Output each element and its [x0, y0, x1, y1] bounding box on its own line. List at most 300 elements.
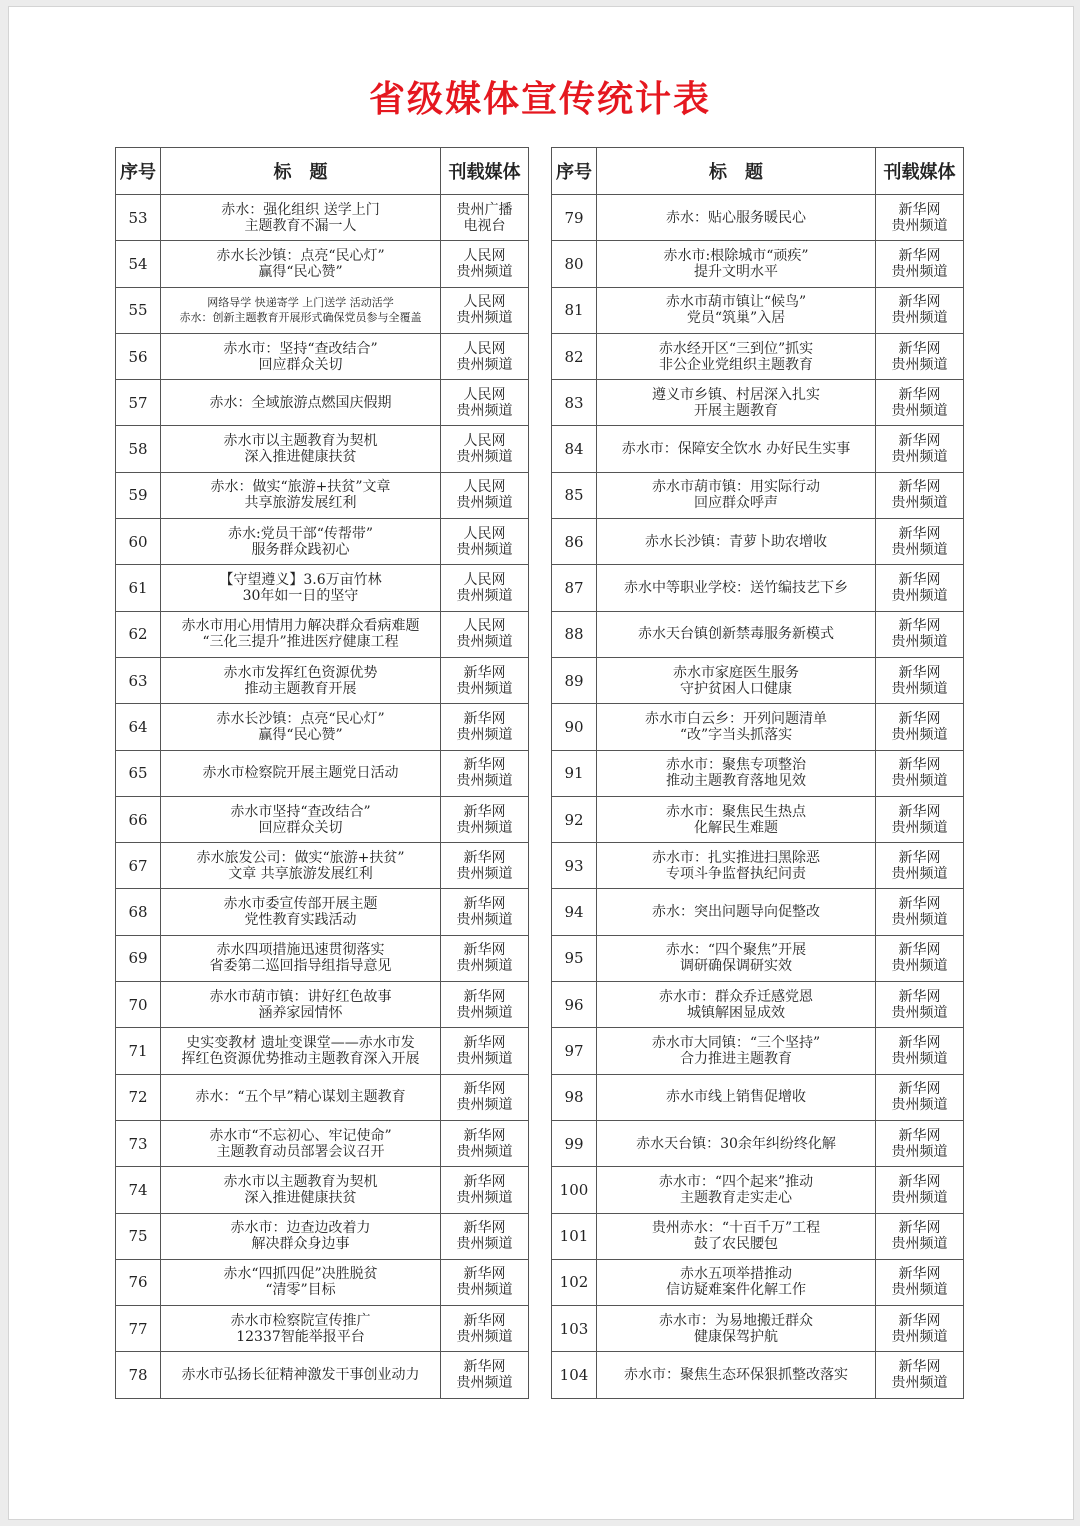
media-line: 贵州频道	[456, 588, 513, 605]
title-line: 赤水长沙镇：点亮“民心灯”	[216, 710, 385, 727]
media-line: 贵州频道	[456, 1282, 513, 1299]
media-line: 人民网	[463, 340, 506, 357]
title-line: 健康保驾护航	[694, 1328, 778, 1345]
row-number: 103	[552, 1306, 597, 1352]
row-title	[161, 287, 441, 333]
row-number: 79	[552, 195, 597, 241]
title-line: “三化三提升”推进医疗健康工程	[202, 634, 399, 651]
title-line: 赤水市：聚焦民生热点	[666, 803, 806, 820]
media-line: 贵州频道	[456, 1004, 513, 1021]
row-media	[441, 657, 529, 703]
title-line: 涵养家园情怀	[258, 1004, 343, 1021]
row-number: 84	[552, 426, 597, 472]
row-number: 74	[116, 1167, 161, 1213]
title-line: 推动主题教育开展	[244, 680, 357, 697]
row-title	[597, 287, 876, 333]
table-row	[116, 1259, 529, 1305]
media-line: 新华网	[898, 340, 941, 357]
media-line: 贵州频道	[891, 1236, 948, 1253]
row-title	[597, 472, 876, 518]
row-number: 86	[552, 519, 597, 565]
title-line: 赤水市弘扬长征精神激发干事创业动力	[181, 1367, 420, 1384]
title-line: 赤水市：保障安全饮水 办好民生实事	[621, 441, 851, 458]
row-media	[441, 472, 529, 518]
title-line: “改”字当头抓落实	[679, 726, 793, 743]
row-media	[876, 287, 964, 333]
row-number: 66	[116, 796, 161, 842]
title-line: 赤水：做实“旅游+扶贫”文章	[210, 479, 391, 496]
title-line: 省委第二巡回指导组指导意见	[209, 958, 392, 975]
row-title	[597, 1074, 876, 1120]
table-row	[552, 565, 964, 611]
row-number: 100	[552, 1167, 597, 1213]
media-line: 贵州频道	[456, 263, 513, 280]
table-row	[116, 843, 529, 889]
row-number: 95	[552, 935, 597, 981]
title-line: 服务群众践初心	[251, 541, 350, 558]
row-number: 99	[552, 1120, 597, 1166]
media-line: 贵州频道	[456, 449, 513, 466]
row-title	[161, 750, 441, 796]
title-line: 赤水经开区“三到位”抓实	[658, 340, 814, 357]
row-media	[441, 1306, 529, 1352]
media-line: 人民网	[463, 525, 506, 542]
row-number: 57	[116, 380, 161, 426]
table-row	[116, 1213, 529, 1259]
media-line: 新华网	[898, 479, 941, 496]
table-row	[552, 195, 964, 241]
row-title	[597, 982, 876, 1028]
media-line: 贵州频道	[456, 1236, 513, 1253]
title-line: 赤水旅发公司：做实“旅游+扶贫”	[196, 849, 405, 866]
row-media	[441, 935, 529, 981]
row-number: 62	[116, 611, 161, 657]
row-media	[876, 796, 964, 842]
table-row	[552, 889, 964, 935]
row-number: 90	[552, 704, 597, 750]
row-number: 58	[116, 426, 161, 472]
media-line: 贵州频道	[891, 1328, 948, 1345]
row-number: 102	[552, 1259, 597, 1305]
title-line: 回应群众关切	[258, 356, 343, 373]
title-line: 赤水“四抓四促”决胜脱贫	[223, 1266, 378, 1283]
table-row	[116, 333, 529, 379]
media-line: 新华网	[898, 201, 941, 218]
row-media	[876, 472, 964, 518]
row-media	[441, 889, 529, 935]
media-line: 新华网	[898, 1359, 941, 1376]
row-media	[876, 333, 964, 379]
table-row	[552, 380, 964, 426]
title-line: 赤水长沙镇：青萝卜助农增收	[645, 533, 827, 550]
table-row	[116, 1167, 529, 1213]
title-line: 共享旅游发展红利	[244, 495, 357, 512]
row-title	[161, 1306, 441, 1352]
row-media	[441, 380, 529, 426]
media-line: 贵州频道	[456, 310, 513, 327]
row-title	[597, 1167, 876, 1213]
media-line: 新华网	[898, 294, 941, 311]
row-number: 59	[116, 472, 161, 518]
row-title	[597, 426, 876, 472]
title-line: 城镇解困显成效	[687, 1004, 785, 1021]
title-line: 非公企业党组织主题教育	[659, 356, 813, 373]
title-line: 贵州赤水：“十百千万”工程	[651, 1220, 821, 1237]
media-line: 新华网	[463, 849, 506, 866]
title-line: 网络导学 快递寄学 上门送学 活动活学	[207, 296, 394, 310]
row-number: 97	[552, 1028, 597, 1074]
media-line: 贵州频道	[456, 1097, 513, 1114]
media-line: 贵州频道	[456, 1375, 513, 1392]
row-title	[161, 982, 441, 1028]
title-line: 回应群众关切	[258, 819, 343, 836]
table-row	[552, 1028, 964, 1074]
row-media	[876, 519, 964, 565]
row-media	[441, 565, 529, 611]
title-line: 赤水市家庭医生服务	[673, 664, 799, 681]
media-line: 贵州频道	[891, 356, 948, 373]
table-row	[116, 1352, 529, 1398]
row-title	[597, 1120, 876, 1166]
table-header-row	[116, 148, 529, 195]
row-media	[876, 704, 964, 750]
media-line: 贵州频道	[456, 402, 513, 419]
row-title	[597, 796, 876, 842]
table-body-left	[116, 195, 529, 1399]
media-line: 新华网	[463, 757, 506, 774]
title-line: 赤水市：为易地搬迁群众	[659, 1312, 813, 1329]
table-row	[116, 565, 529, 611]
row-media	[876, 195, 964, 241]
title-line: 党员“筑巢”入居	[686, 310, 786, 327]
title-line: 赤水：强化组织 送学上门	[221, 201, 380, 218]
media-line: 新华网	[463, 1359, 506, 1376]
row-media	[441, 1352, 529, 1398]
media-line: 新华网	[463, 1220, 506, 1237]
row-number: 56	[116, 333, 161, 379]
media-line: 贵州频道	[891, 912, 948, 929]
table-row	[552, 1120, 964, 1166]
row-title	[161, 1074, 441, 1120]
title-line: 开展主题教育	[694, 402, 778, 419]
row-media	[876, 380, 964, 426]
table-row	[552, 1074, 964, 1120]
row-title	[597, 611, 876, 657]
row-media	[876, 750, 964, 796]
title-line: 文章 共享旅游发展红利	[228, 865, 373, 882]
title-line: 赤水：“五个早”精心谋划主题教育	[195, 1089, 406, 1106]
row-media	[876, 426, 964, 472]
table-row	[116, 287, 529, 333]
row-media	[441, 287, 529, 333]
table-row	[116, 750, 529, 796]
media-line: 新华网	[898, 1220, 941, 1237]
media-line: 贵州频道	[456, 634, 513, 651]
media-line: 新华网	[463, 988, 506, 1005]
row-media	[876, 565, 964, 611]
row-media	[441, 1028, 529, 1074]
media-line: 贵州频道	[891, 449, 948, 466]
row-media	[876, 1074, 964, 1120]
row-number: 65	[116, 750, 161, 796]
media-line: 新华网	[898, 1081, 941, 1098]
title-line: 赤水天台镇：30余年纠纷终化解	[636, 1135, 836, 1152]
title-line: 赤水市大同镇：“三个坚持”	[651, 1034, 821, 1051]
row-media	[876, 611, 964, 657]
row-title	[161, 611, 441, 657]
row-title	[161, 657, 441, 703]
row-title	[597, 241, 876, 287]
row-media	[876, 843, 964, 889]
row-number: 78	[116, 1352, 161, 1398]
media-line: 贵州频道	[891, 680, 948, 697]
media-line: 新华网	[898, 803, 941, 820]
title-line: 赤水：创新主题教育开展形式确保党员参与全覆盖	[179, 311, 422, 325]
row-title	[597, 704, 876, 750]
title-line: 主题教育动员部署会议召开	[216, 1143, 385, 1160]
media-line: 新华网	[898, 896, 941, 913]
row-number: 54	[116, 241, 161, 287]
media-line: 新华网	[463, 803, 506, 820]
media-table-left	[115, 147, 529, 1399]
title-line: 化解民生难题	[694, 819, 778, 836]
media-line: 新华网	[463, 664, 506, 681]
row-number: 98	[552, 1074, 597, 1120]
row-title	[161, 565, 441, 611]
title-line: 赤水市以主题教育为契机	[223, 1173, 378, 1190]
row-media	[441, 796, 529, 842]
row-media	[441, 1167, 529, 1213]
row-media	[441, 195, 529, 241]
header-no: 序号	[552, 148, 597, 195]
row-title	[161, 472, 441, 518]
row-number: 101	[552, 1213, 597, 1259]
row-title	[597, 657, 876, 703]
row-number: 69	[116, 935, 161, 981]
table-row	[552, 333, 964, 379]
title-line: 赤水市以主题教育为契机	[223, 433, 378, 450]
media-line: 新华网	[463, 1127, 506, 1144]
title-line: 专项斗争监督执纪问责	[666, 865, 806, 882]
table-header-row	[552, 148, 964, 195]
media-line: 人民网	[463, 572, 506, 589]
title-line: 赤水四项措施迅速贯彻落实	[216, 942, 385, 959]
media-line: 人民网	[463, 618, 506, 635]
media-line: 新华网	[463, 1081, 506, 1098]
media-line: 电视台	[463, 217, 506, 234]
row-number: 53	[116, 195, 161, 241]
table-row	[116, 982, 529, 1028]
media-line: 贵州频道	[456, 773, 513, 790]
table-row	[552, 843, 964, 889]
row-number: 93	[552, 843, 597, 889]
row-number: 75	[116, 1213, 161, 1259]
media-line: 新华网	[898, 1312, 941, 1329]
media-line: 贵州频道	[891, 1050, 948, 1067]
title-line: 赤水市检察院宣传推广	[230, 1312, 371, 1329]
title-line: 赤水中等职业学校：送竹编技艺下乡	[624, 580, 848, 597]
table-row	[552, 750, 964, 796]
row-media	[441, 241, 529, 287]
row-number: 63	[116, 657, 161, 703]
row-title	[597, 750, 876, 796]
table-row	[116, 1074, 529, 1120]
row-media	[876, 1120, 964, 1166]
row-media	[441, 704, 529, 750]
title-line: 挥红色资源优势推动主题教育深入开展	[181, 1050, 420, 1067]
row-number: 87	[552, 565, 597, 611]
title-line: 赤水市：边查边改着力	[230, 1220, 371, 1237]
media-line: 贵州频道	[456, 912, 513, 929]
table-row	[552, 704, 964, 750]
table-row	[116, 611, 529, 657]
media-line: 贵州频道	[891, 865, 948, 882]
media-line: 贵州频道	[891, 726, 948, 743]
media-line: 贵州频道	[891, 773, 948, 790]
media-line: 新华网	[463, 1312, 506, 1329]
title-line: 鼓了农民腰包	[694, 1236, 778, 1253]
row-title	[597, 333, 876, 379]
row-title	[597, 519, 876, 565]
media-line: 新华网	[898, 757, 941, 774]
row-title	[161, 935, 441, 981]
title-line: 赤水市发挥红色资源优势	[223, 664, 378, 681]
media-line: 新华网	[898, 988, 941, 1005]
media-line: 新华网	[898, 433, 941, 450]
title-line: “清零”目标	[265, 1282, 336, 1299]
media-line: 新华网	[898, 1127, 941, 1144]
title-line: 深入推进健康扶贫	[244, 1189, 357, 1206]
title-line: 赤水五项举措推动	[680, 1266, 792, 1283]
table-row	[552, 657, 964, 703]
table-row	[552, 241, 964, 287]
media-line: 贵州频道	[456, 1328, 513, 1345]
row-number: 81	[552, 287, 597, 333]
title-line: 赤水市：坚持“查改结合”	[223, 340, 378, 357]
table-row	[116, 704, 529, 750]
title-line: 赤水市检察院开展主题党日活动	[202, 765, 399, 782]
row-number: 68	[116, 889, 161, 935]
media-line: 贵州频道	[456, 680, 513, 697]
row-number: 96	[552, 982, 597, 1028]
title-line: 12337智能举报平台	[236, 1328, 365, 1345]
row-title	[161, 843, 441, 889]
row-number: 71	[116, 1028, 161, 1074]
title-line: 赤水市：聚焦生态环保狠抓整改落实	[624, 1367, 848, 1384]
row-number: 83	[552, 380, 597, 426]
row-media	[441, 1074, 529, 1120]
media-line: 贵州频道	[891, 310, 948, 327]
table-row	[552, 426, 964, 472]
title-line: 赤水市委宣传部开展主题	[223, 896, 378, 913]
table-row	[116, 426, 529, 472]
media-line: 贵州频道	[891, 217, 948, 234]
title-line: 党性教育实践活动	[244, 912, 357, 929]
title-line: 信访疑难案件化解工作	[666, 1282, 806, 1299]
row-number: 104	[552, 1352, 597, 1398]
row-title	[597, 1306, 876, 1352]
media-line: 人民网	[463, 294, 506, 311]
title-line: 主题教育不漏一人	[244, 217, 357, 234]
media-line: 贵州频道	[891, 1004, 948, 1021]
header-title: 标 题	[161, 148, 441, 195]
media-line: 新华网	[898, 664, 941, 681]
row-media	[876, 1306, 964, 1352]
title-line: 守护贫困人口健康	[680, 680, 792, 697]
media-line: 贵州频道	[891, 1375, 948, 1392]
title-line: 史实变教材 遗址变课堂——赤水市发	[186, 1034, 415, 1051]
media-line: 贵州频道	[891, 1097, 948, 1114]
row-number: 89	[552, 657, 597, 703]
table-row	[552, 519, 964, 565]
table-row	[116, 241, 529, 287]
table-row	[552, 472, 964, 518]
title-line: 赤水：“四个聚焦”开展	[665, 942, 807, 959]
media-line: 新华网	[898, 618, 941, 635]
media-line: 人民网	[463, 386, 506, 403]
row-media	[441, 611, 529, 657]
media-line: 贵州频道	[456, 726, 513, 743]
title-line: 回应群众呼声	[694, 495, 778, 512]
row-media	[441, 843, 529, 889]
media-line: 新华网	[463, 1266, 506, 1283]
media-line: 贵州频道	[456, 819, 513, 836]
row-title	[161, 426, 441, 472]
row-media	[876, 982, 964, 1028]
title-line: 赤水：全域旅游点燃国庆假期	[209, 394, 392, 411]
title-line: 赤水:党员干部“传帮带”	[227, 525, 374, 542]
title-line: 主题教育走实走心	[680, 1189, 792, 1206]
row-media	[876, 1167, 964, 1213]
media-line: 贵州频道	[891, 402, 948, 419]
row-number: 73	[116, 1120, 161, 1166]
media-line: 新华网	[898, 386, 941, 403]
table-row	[552, 1306, 964, 1352]
row-title	[597, 1259, 876, 1305]
page-title: 省级媒体宣传统计表	[368, 78, 711, 120]
row-title	[161, 889, 441, 935]
title-line: 赤水市用心用情用力解决群众看病难题	[181, 618, 420, 635]
row-title	[597, 1213, 876, 1259]
title-line: 赤水市“不忘初心、牢记使命”	[209, 1127, 392, 1144]
row-media	[441, 1259, 529, 1305]
title-line: 赤水市线上销售促增收	[666, 1089, 806, 1106]
media-line: 贵州频道	[891, 263, 948, 280]
title-line: 赤水市:根除城市“顽疾”	[663, 247, 809, 264]
media-line: 人民网	[463, 433, 506, 450]
table-row	[116, 796, 529, 842]
table-row	[116, 519, 529, 565]
row-number: 60	[116, 519, 161, 565]
header-title: 标 题	[597, 148, 876, 195]
row-number: 64	[116, 704, 161, 750]
table-body-right	[552, 195, 964, 1399]
row-number: 72	[116, 1074, 161, 1120]
row-number: 55	[116, 287, 161, 333]
title-line: 解决群众身边事	[251, 1236, 350, 1253]
table-row	[552, 1167, 964, 1213]
row-title	[597, 843, 876, 889]
title-line: 赤水：突出问题导向促整改	[652, 904, 820, 921]
row-title	[161, 1213, 441, 1259]
media-line: 新华网	[463, 896, 506, 913]
row-title	[161, 519, 441, 565]
title-line: 赤水市：群众乔迁感党恩	[659, 988, 813, 1005]
title-line: 赤水天台镇创新禁毒服务新模式	[638, 626, 834, 643]
media-line: 贵州频道	[456, 495, 513, 512]
media-line: 贵州频道	[891, 541, 948, 558]
row-title	[161, 704, 441, 750]
